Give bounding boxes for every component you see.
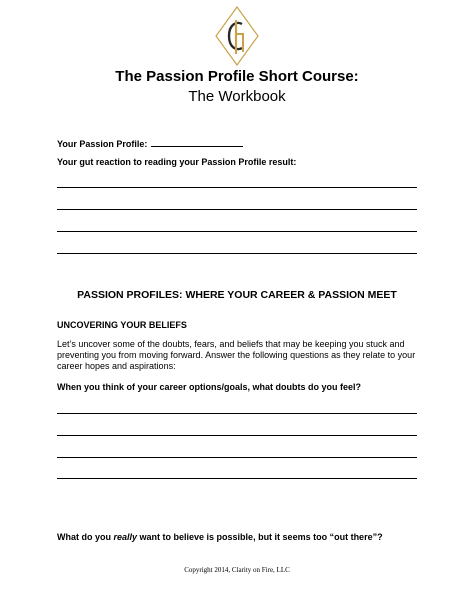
answer-line[interactable] <box>57 209 417 210</box>
question-beliefs-part2: want to believe is possible, but it seems too “out there”? <box>137 532 383 542</box>
copyright-footer: Copyright 2014, Clarity on Fire, LLC <box>184 566 290 574</box>
gut-reaction-label: Your gut reaction to reading your Passion Profile result: <box>57 157 297 167</box>
question-beliefs-emphasis: really <box>113 532 138 542</box>
answer-line[interactable] <box>57 231 417 232</box>
passion-profile-field <box>57 137 243 149</box>
page-subtitle: The Workbook <box>188 88 286 105</box>
answer-line[interactable] <box>57 413 417 414</box>
passion-profile-label: Your Passion Profile: <box>57 139 148 149</box>
intro-paragraph: Let’s uncover some of the doubts, fears, and beliefs that may be keeping you stuck and preventing you from moving forward. Answer the following questions as they relate to your career hopes and aspirations: <box>57 339 416 371</box>
clarity-on-fire-logo <box>215 6 259 66</box>
page-title: The Passion Profile Short Course: <box>115 68 359 85</box>
question-beliefs <box>57 532 383 542</box>
section-subheading: UNCOVERING YOUR BELIEFS <box>57 320 187 330</box>
answer-line[interactable] <box>57 435 417 436</box>
answer-line[interactable] <box>57 478 417 479</box>
question-beliefs-part1: What do you <box>57 532 114 542</box>
section-heading: PASSION PROFILES: WHERE YOUR CAREER & PASSION MEET <box>77 289 397 301</box>
passion-profile-blank[interactable] <box>151 137 243 147</box>
question-doubts: When you think of your career options/goals, what doubts do you feel? <box>57 382 362 392</box>
answer-line[interactable] <box>57 187 417 188</box>
answer-line[interactable] <box>57 253 417 254</box>
answer-line[interactable] <box>57 457 417 458</box>
